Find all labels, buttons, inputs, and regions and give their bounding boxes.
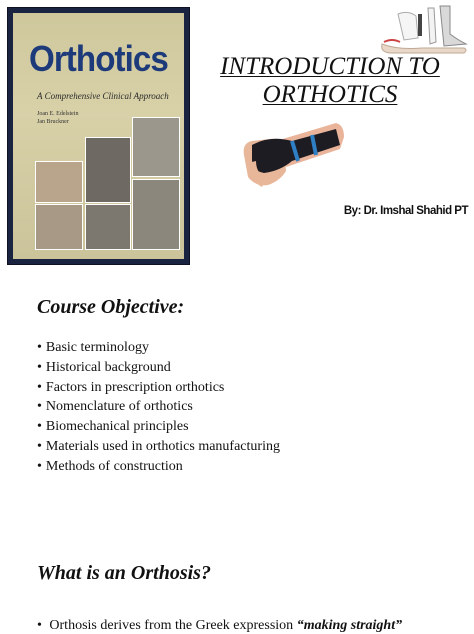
author-byline: By: Dr. Imshal Shahid PT [343, 205, 468, 217]
cover-photo-torso [85, 137, 131, 203]
course-objective-heading: Course Objective: [37, 296, 185, 318]
list-item: • Nomenclature of orthotics [37, 397, 280, 417]
book-author: Joan E. Edelstein [37, 111, 79, 117]
book-cover [7, 7, 190, 265]
list-item: • Methods of construction [37, 457, 280, 477]
book-cover-panel [13, 13, 184, 259]
cover-photo-child [35, 204, 83, 250]
objective-list [37, 338, 280, 477]
definition-text: Orthosis derives from the Greek expression [49, 618, 294, 633]
ankle-foot-orthosis-icon [378, 4, 470, 56]
cover-photo-brace [132, 117, 180, 177]
definition-emphasis: “making straight” [296, 618, 403, 633]
list-item: • Biomechanical principles [37, 417, 280, 437]
list-item: • Materials used in orthotics manufacturing [37, 437, 280, 457]
cover-photo-legs [132, 179, 180, 250]
wrist-brace-icon [240, 115, 346, 195]
list-item: • Basic terminology [37, 338, 280, 358]
slide-title: INTRODUCTION TO ORTHOTICS [220, 53, 440, 108]
cover-photo-knee [85, 204, 131, 250]
orthosis-heading: What is an Orthosis? [37, 562, 211, 584]
book-subtitle: A Comprehensive Clinical Approach [37, 91, 169, 101]
book-authors [37, 111, 79, 127]
cover-photo-hand [35, 161, 83, 203]
book-author: Jan Bruckner [37, 118, 69, 125]
book-title: Orthotics [29, 38, 168, 79]
list-item: • Factors in prescription orthotics [37, 378, 280, 398]
list-item: • Historical background [37, 358, 280, 378]
